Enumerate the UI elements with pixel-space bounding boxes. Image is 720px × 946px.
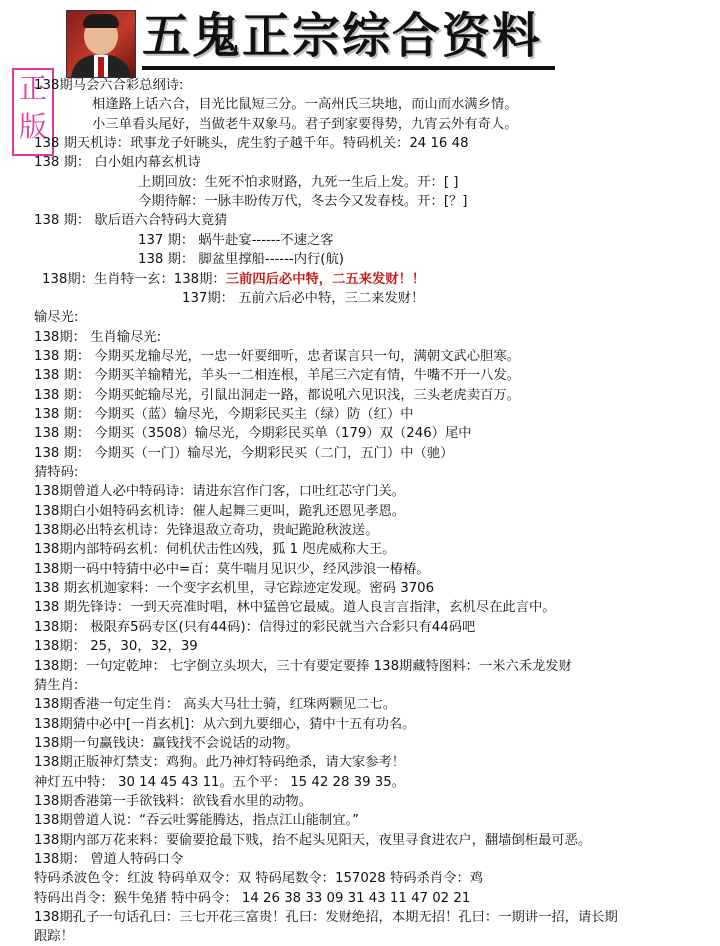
text-line: 138期马会六合彩总纲诗: xyxy=(34,78,184,93)
text-line: 138 期： 今期买羊输精光，羊头一二相连根，羊尾三六定有情，牛嘴不开一八发。 xyxy=(34,368,520,384)
text-line: 特码出肖令：猴牛兔猪 特中码令： 14 26 38 33 09 31 43 11 47 02 21 xyxy=(34,890,471,906)
text-line: 138期：生肖特一玄：138期：三前四后必中特，二五来发财！！ xyxy=(42,271,426,287)
text-line: 138期内部特码玄机：伺机伏击性凶残，狐 1 咫虎威称大王。 xyxy=(34,542,396,558)
text-line: 138 期： 今期买（3508）输尽光，今期彩民买单（179）双（246）尾中 xyxy=(34,426,472,442)
text-line: 上期回放：生死不怕求财路，九死一生后上发。开：[ ] xyxy=(138,174,459,190)
text-line: 138 期： 今期买龙输尽光，一忠一奸要细听，忠者谋言只一句，满朝文武心胆寒。 xyxy=(34,348,520,364)
text-line: 今期待解：一脉丰盼传万代，冬去今又发春枝。开：[？] xyxy=(138,194,468,210)
text-line: 138期正版神灯禁支：鸡狗。此乃神灯特码绝杀，请大家参考！ xyxy=(34,755,406,771)
text-line: 138 期先锋诗：一到天亮准时唱，林中猛兽它最威。道人良言言指津，玄机尽在此言中。 xyxy=(34,600,556,616)
text-line: 138 期： 歇后语六合特码大竟猜 xyxy=(34,213,228,229)
text-line: 138期： 生肖输尽光: xyxy=(34,329,162,345)
text-line: 猜特码: xyxy=(34,465,79,480)
text-line: 138 期： 白小姐内幕玄机诗 xyxy=(34,155,201,171)
title-underline xyxy=(142,66,555,70)
text-line: 138期： 25，30，32，39 xyxy=(34,639,198,655)
text-line: 138期一句赢钱诀：赢钱找不会说话的动物。 xyxy=(34,735,299,751)
text-line: 138 期： 今期买蛇输尽光，引鼠出洞走一路，都说吼六见识浅，三头老虎卖百万。 xyxy=(34,387,520,403)
text-line: 跟踪！ xyxy=(34,929,74,945)
text-line: 138期： 曾道人特码口令 xyxy=(34,852,184,867)
authentic-stamp: 正 版 xyxy=(12,68,54,156)
text-line: 138 期： 今期买（蓝）输尽光，今期彩民买主（绿）防（红）中 xyxy=(34,406,414,422)
text-line: 137 期： 蜗牛赴宴------不速之客 xyxy=(138,232,334,248)
page-title: 五鬼正宗综合资料 xyxy=(142,8,543,64)
text-line: 138期香港一句定生肖： 高头大马壮士骑，红珠两颗见二七。 xyxy=(34,697,397,713)
text-line: 特码杀波色令：红波 特码单双令：双 特码尾数令：157028 特码杀肖令：鸡 xyxy=(34,871,484,887)
text-line: 相逢路上话六合，目光比鼠短三分。一高州氏三块地，而山而水满乡情。 xyxy=(92,97,518,113)
text-line: 神灯五中特： 30 14 45 43 11。五个平： 15 42 28 39 35。 xyxy=(34,774,406,790)
text-line: 138 期玄机迦家料：一个变字玄机里，寻它踪迹定发现。密码 3706 xyxy=(34,581,435,597)
text-line: 138期猜中必中[一肖玄机]：从六到九要细心，猜中十五有功名。 xyxy=(34,716,416,732)
text-line: 138期香港第一手欲钱料：欲钱看水里的动物。 xyxy=(34,793,313,809)
text-line: 138期曾道人必中特码诗：请进东宫作门客，口吐红芯守门关。 xyxy=(34,484,406,500)
text-line: 137期： 五前六后必中特，三二来发财！ xyxy=(182,290,425,306)
text-line: 138期孔子一句话孔曰：三七开花三富贵！孔曰：发财绝招，本期无招！孔曰：一期讲一招，请长期 xyxy=(34,910,618,926)
text-line: 138期一码中特猜中必中=百：莫牛喘月见识少，经风涉浪一椿椿。 xyxy=(34,561,430,577)
text-line: 猜生肖: xyxy=(34,677,79,693)
text-line: 小三单看头尾好，当做老牛双象马。君子到家要得势，九宵云外有奇人。 xyxy=(92,116,518,132)
text-line: 138期白小姐特码玄机诗：催人起舞三更叫，跪乳还恩见孝恩。 xyxy=(34,503,406,519)
text-line: 138 期天机诗：玳事龙子奸眺头，虎生豹子越千年。特码机关：24 16 48 xyxy=(34,136,469,152)
text-line: 138期内部万花来料：要偷要抢最下贱，抬不起头见阳天，夜里寻食进农户，翻墙倒柜最可恶。 xyxy=(34,832,592,848)
text-line: 138期曾道人说：“吞云吐雾能腾达，指点江山能制宜。” xyxy=(34,813,360,829)
highlight-text: 三前四后必中特，二五来发财！！ xyxy=(225,271,426,287)
text-line: 138期：一句定乾坤： 七字倒立头坝大，三十有要定要捧 138期藏特图料：一米六禾龙发财 xyxy=(34,658,572,674)
text-line: 138 期： 今期买（一门）输尽光，今期彩民买（二门，五门）中（驰） xyxy=(34,445,454,461)
text-line: 输尽光: xyxy=(34,310,79,326)
text-line: 138 期： 脚盆里撑船------内行(航) xyxy=(138,252,344,268)
text-line: 138期： 极限弃5码专区(只有44码)：信得过的彩民就当六合彩只有44码吧 xyxy=(34,619,476,635)
text-line: 138期必出特玄机诗：先锋退敌立奇功，贵屺跪跄秋波送。 xyxy=(34,523,379,539)
author-photo xyxy=(66,10,136,78)
